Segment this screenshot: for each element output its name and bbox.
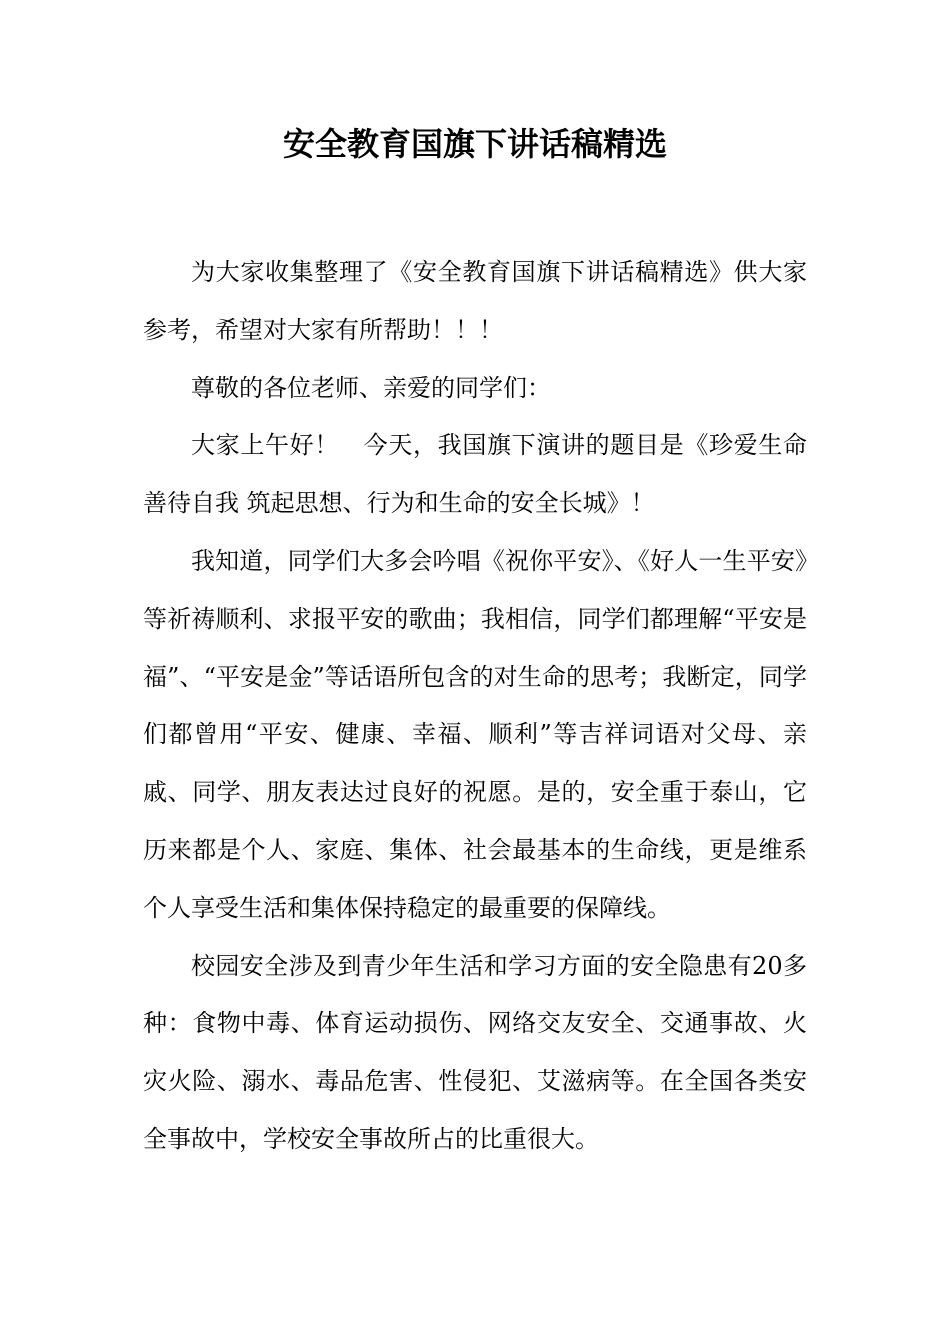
document-title: 安全教育国旗下讲话稿精选 [282,125,667,163]
paragraph-campus-safety: 校园安全涉及到青少年生活和学习方面的安全隐患有20多种：食物中毒、体育运动损伤、网络交友安全、交通事故、火灾火险、溺水、毒品危害、性侵犯、艾滋病等。在全国各类安全事故中，学校安全事故所占的比重很大。 [143,951,807,1153]
paragraph-safety-importance: 我知道，同学们大多会吟唱《祝你平安》、《好人一生平安》等祈祷顺利、求报平安的歌曲；我相信，同学们都理解“平安是福”、“平安是金”等话语所包含的对生命的思考；我断定，同学们都曾用“平安、健康、幸福、顺利”等吉祥词语对父母、亲戚、同学、朋友表达过良好的祝愿。是的，安全重于泰山，它历来都是个人、家庭、集体、社会最基本的生命线，更是维系个人享受生活和集体保持稳定的最重要的保障线。 [143,546,807,922]
paragraph-greeting: 大家上午好！ 今天，我国旗下演讲的题目是《珍爱生命 善待自我 筑起思想、行为和生命的安全长城》！ [143,431,807,518]
document-body [143,244,807,1169]
paragraph-intro: 为大家收集整理了《安全教育国旗下讲话稿精选》供大家参考，希望对大家有所帮助！！！ [143,258,807,344]
paragraph-salutation: 尊敬的各位老师、亲爱的同学们： [191,373,551,402]
